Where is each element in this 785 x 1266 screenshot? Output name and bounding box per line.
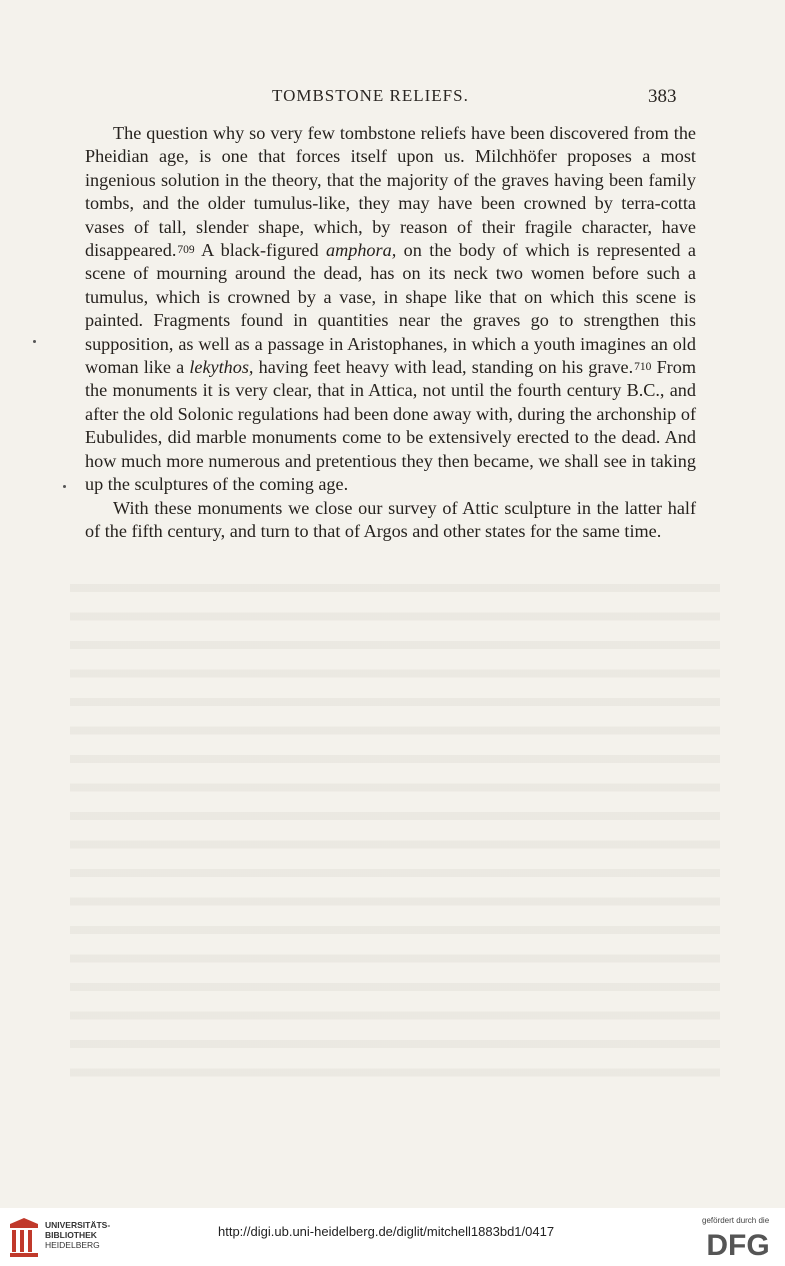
footnote-ref-709: 709 [177,244,195,257]
italic-amphora: amphora, [326,240,397,261]
library-name [45,1220,110,1250]
paragraph-2: With these monuments we close our survey of Attic sculpture in the latter half of the fifth century, and turn to that of Argos and other states for the same time. [85,497,696,541]
paragraph-1-part-4: having feet heavy with lead, standing on his grave. [253,357,634,378]
digitization-footer [0,1208,785,1266]
paragraph-1-part-1: The question why so very few tombstone reliefs have been discovered from the Pheidian age, is one that forces itself upon us. Milchhöfer proposes a most ingenious solution in the theory, that the majority of the graves having been family tombs, and the older tumulus-like, they may have been crowned by terra-cotta vases of tall, slender shape, which, by reason of their fragile character, have disappeared. [85,123,696,261]
italic-lekythos: lekythos, [189,357,254,378]
running-title: TOMBSTONE RELIEFS. [272,86,469,105]
paragraph-1-part-5: From the monuments it is very clear, that in Attica, not until the fourth century B.C., and after the old Solonic regulations had been done away with, during the archonship of Eubulides, did marble monuments come to be extensively erected to the dead. And how much more numerous and pretentious they then became, we shall see in taking up the sculptures of the coming age. [85,357,696,495]
library-name-line-2: BIBLIOTHEK [45,1230,97,1240]
paragraph-1-part-2: A black-figured [194,240,327,261]
footnote-ref-710: 710 [634,361,652,374]
library-logo-icon [8,1218,40,1258]
paragraph-1-part-3: on the body of which is represented a scene of mourning around the dead, has on its neck two women before such a tumulus, which is crowned by a vase, in shape like that on which this scene is painted. Fragments found in quantities near the graves go to strengthen this supposition, as well as a passage in Aristophanes, in which a youth imagines an old woman like a [85,240,697,378]
running-head [0,86,785,108]
paper-spot [63,485,66,488]
library-name-line-3: HEIDELBERG [45,1240,100,1250]
permalink-url[interactable]: http://digi.ub.uni-heidelberg.de/diglit/mitchell1883bd1/0417 [218,1224,555,1239]
paper-spot [33,340,36,343]
funding-note: gefördert durch die [702,1216,770,1225]
body-text [85,122,696,543]
show-through-text [70,570,720,1090]
page-number: 383 [648,86,677,107]
paragraph-1 [85,122,696,497]
dfg-logo-icon [699,1229,777,1259]
dfg-logo-text: DFG [706,1229,770,1259]
library-name-line-1: UNIVERSITÄTS- [45,1220,111,1230]
